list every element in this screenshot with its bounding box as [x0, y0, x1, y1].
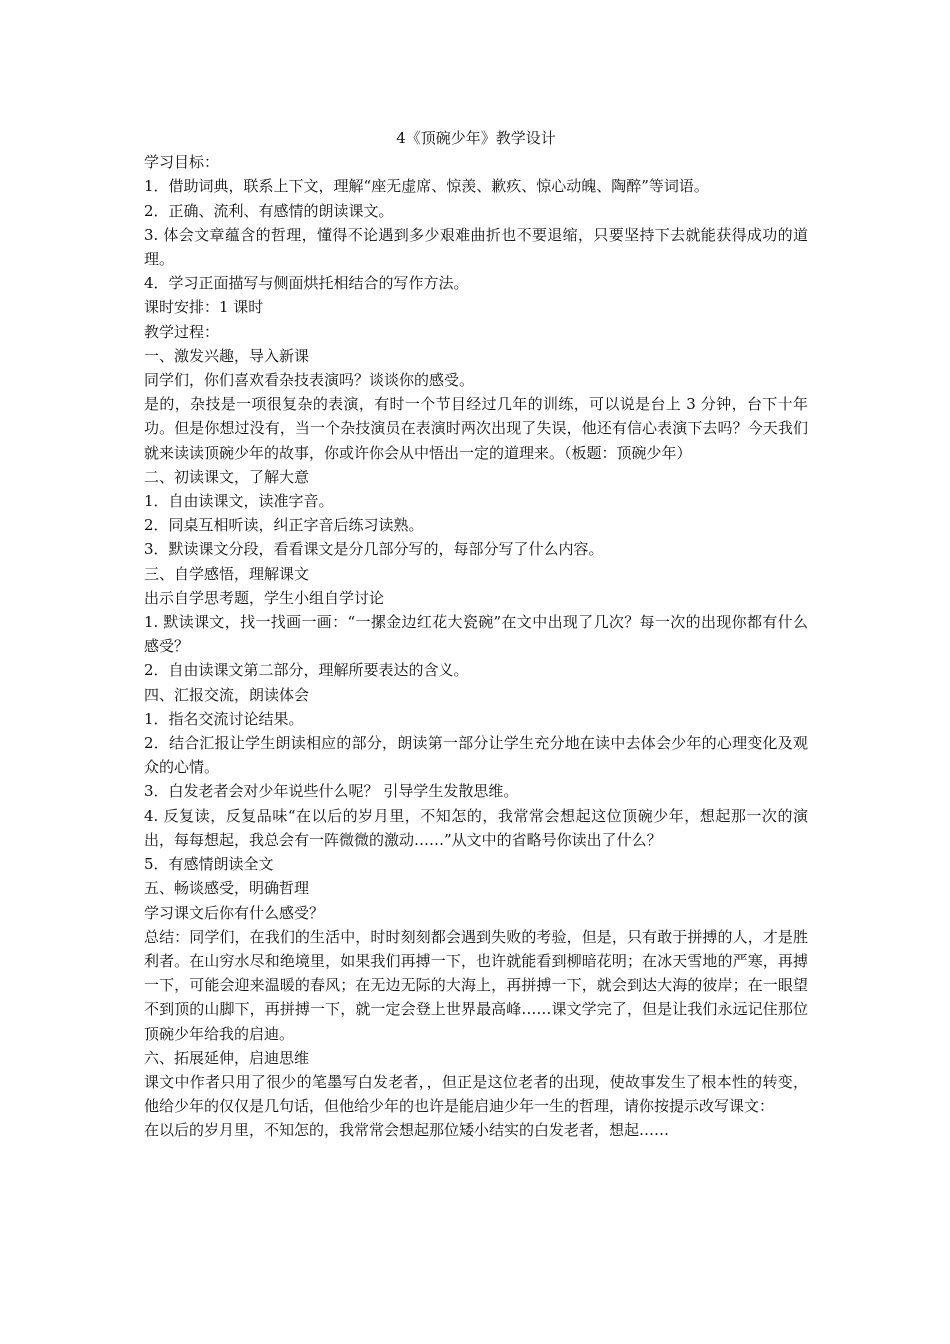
paragraph-read-3: 3．默读课文分段，看看课文是分几部分写的，每部分写了什么内容。: [144, 540, 604, 559]
paragraph-intro-body: 是的，杂技是一项很复杂的表演，有时一个节目经过几年的训练，可以说是台上 3 分钟，台下十年功。但是你想过没有，当一个杂技演员在表演时两次出现了失误，他还有信心表演下去吗？今天我们就来读读顶碗少年的故事，你或许你会从中悟出一定的道理来。（板题：顶碗少年）: [144, 395, 808, 462]
paragraph-self-study: 出示自学思考题，学生小组自学讨论: [144, 588, 385, 607]
paragraph-intro-question: 同学们，你们喜欢看杂技表演吗？谈谈你的感受。: [144, 371, 475, 390]
paragraph-study-2: 2．自由读课文第二部分，理解所要表达的含义。: [144, 661, 469, 680]
section-heading-4: 四、汇报交流，朗读体会: [144, 685, 310, 704]
section-heading-6: 六、拓展延伸，启迪思维: [144, 1048, 310, 1067]
paragraph-rewrite-prompt: 在以后的岁月里，不知怎的，我常常会想起那位矮小结实的白发老者，想起……: [144, 1121, 670, 1140]
section-heading-5: 五、畅谈感受，明确哲理: [144, 879, 310, 898]
section-heading-1: 一、激发兴趣，导入新课: [144, 346, 310, 365]
paragraph-report-3: 3．白发老者会对少年说些什么呢？ 引导学生发散思维。: [144, 782, 519, 801]
paragraph-report-2: 2．结合汇报让学生朗读相应的部分，朗读第一部分让学生充分地在读中去体会少年的心理变化及观众的心情。: [144, 734, 808, 777]
document-page: [144, 126, 808, 1143]
paragraph-read-1: 1．自由读课文，读准字音。: [144, 492, 334, 511]
paragraph-read-2: 2．同桌互相听读，纠正字音后练习读熟。: [144, 516, 424, 535]
paragraph-learning-goals: 学习目标：: [144, 153, 220, 172]
document-title: 4《顶碗少年》教学设计: [396, 129, 556, 147]
paragraph-feeling-question: 学习课文后你有什么感受？: [144, 903, 325, 922]
paragraph-process: 教学过程：: [144, 322, 220, 341]
paragraph-goal-1: 1．借助词典，联系上下文，理解“座无虚席、惊羡、歉疚、惊心动魄、陶醉”等词语。: [144, 177, 709, 196]
paragraph-report-1: 1．指名交流讨论结果。: [144, 709, 304, 728]
section-heading-3: 三、自学感悟，理解课文: [144, 564, 310, 583]
paragraph-extension: 课文中作者只用了很少的笔墨写白发老者，，但正是这位老者的出现，使故事发生了根本性的转变，他给少年的仅仅是几句话，但他给少年的也许是能启迪少年一生的哲理，请你按提示改写课文：: [144, 1072, 808, 1116]
paragraph-goal-3: 3. 体会文章蕴含的哲理，懂得不论遇到多少艰难曲折也不要退缩，只要坚持下去就能获得成功的道理。: [144, 225, 808, 269]
paragraph-report-5: 5．有感情朗读全文: [144, 855, 274, 874]
paragraph-summary: 总结：同学们，在我们的生活中，时时刻刻都会遇到失败的考验，但是，只有敢于拼搏的人，才是胜利者。在山穷水尽和绝境里，如果我们再搏一下，也许就能看到柳暗花明；在冰天雪地的严寒，再搏一下，可能会迎来温暖的春风；在无边无际的大海上，再拼搏一下，就会到达大海的彼岸；在一眼望不到顶的山脚下，再拼搏一下，就一定会登上世界最高峰……课文学完了，但是让我们永远记住那位顶碗少年给我的启迪。: [144, 927, 808, 1043]
paragraph-report-4: 4. 反复读，反复品味“在以后的岁月里，不知怎的，我常常会想起这位顶碗少年，想起那一次的演出，每每想起，我总会有一阵微微的激动……”从文中的省略号你读出了什么？: [144, 806, 808, 849]
paragraph-goal-4: 4．学习正面描写与侧面烘托相结合的写作方法。: [144, 274, 469, 293]
paragraph-goal-2: 2．正确、流利、有感情的朗读课文。: [144, 201, 394, 220]
section-heading-2: 二、初读课文，了解大意: [144, 467, 310, 486]
paragraph-study-1: 1. 默读课文，找一找画一画：“一摞金边红花大瓷碗”在文中出现了几次？每一次的出现你都有什么感受？: [144, 613, 808, 656]
paragraph-schedule: 课时安排：1 课时: [144, 298, 264, 317]
